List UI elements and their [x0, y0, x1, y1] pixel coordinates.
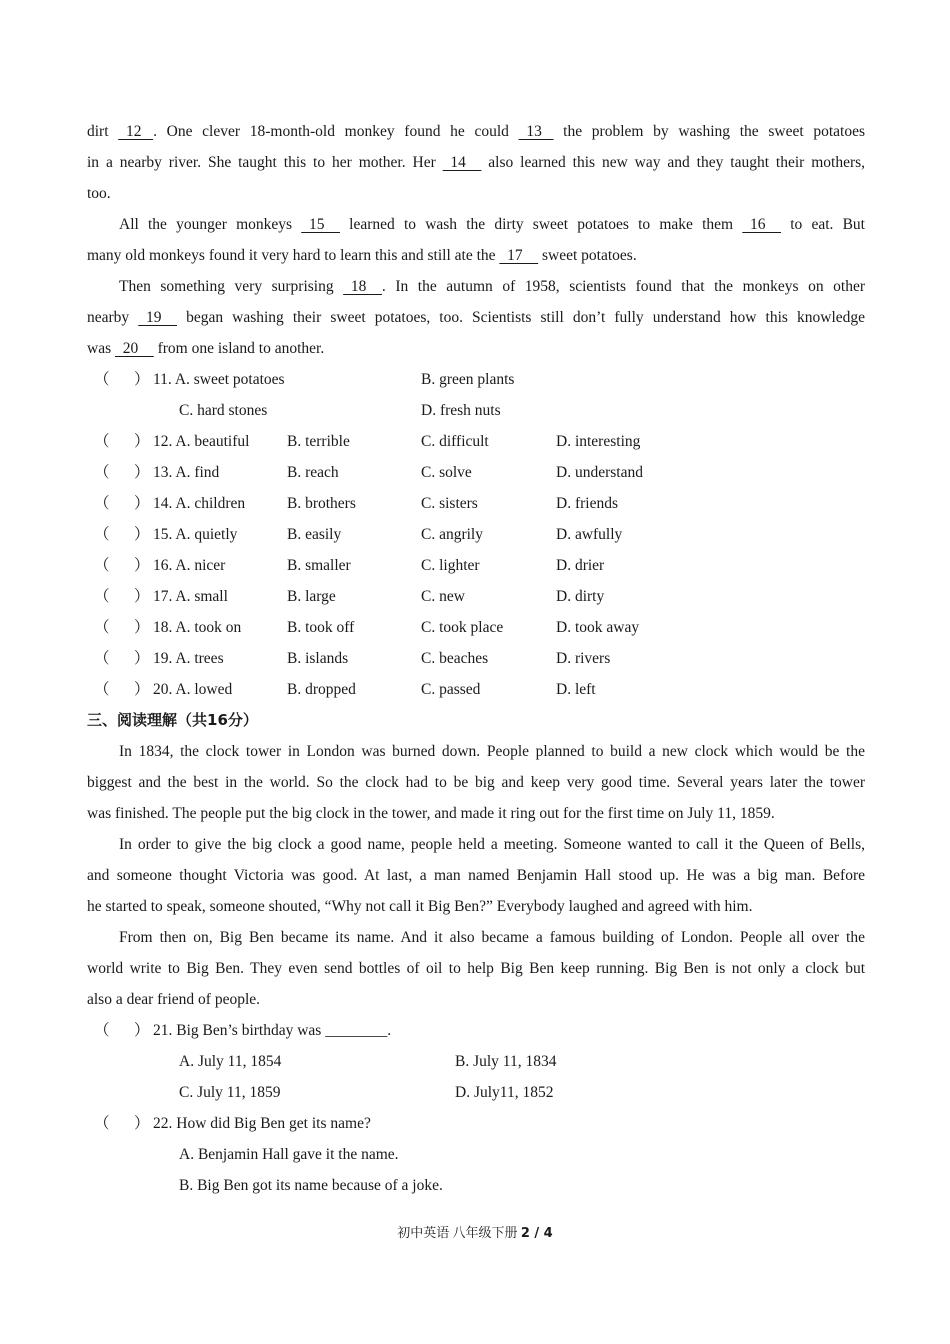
question-15: [87, 519, 865, 550]
answer-paren-open: （: [94, 619, 110, 636]
cloze-line: [87, 271, 865, 302]
reading-line: he started to speak, someone shouted, “Why not call it Big Ben?” Everybody laughed and agreed with him.: [87, 898, 753, 915]
answer-paren-open: （: [94, 371, 110, 388]
cloze-text: in a nearby river. She taught this to her mother. Her: [87, 154, 443, 171]
option-c: C. sisters: [421, 495, 478, 512]
answer-paren-close: ）: [134, 371, 150, 388]
footer-label: 初中英语 八年级下册: [397, 1225, 521, 1240]
question-19: [87, 643, 865, 674]
option-c: C. lighter: [421, 557, 480, 574]
question-stem: 20. A. lowed: [153, 681, 233, 698]
option-d: D. took away: [556, 619, 640, 636]
option-d: D. dirty: [556, 588, 605, 605]
answer-paren-open: （: [94, 495, 110, 512]
option-c: C. new: [421, 588, 465, 605]
cloze-line: [87, 209, 865, 240]
cloze-text: Then something very surprising: [119, 278, 344, 295]
option-b: B. green plants: [421, 371, 515, 388]
answer-paren-close: ）: [134, 557, 150, 574]
cloze-line: [87, 240, 865, 271]
cloze-text: also learned this new way and they taught their mothers,: [481, 154, 866, 171]
option-b: B. smaller: [287, 557, 351, 574]
question-12: [87, 426, 865, 457]
answer-paren-open: （: [94, 526, 110, 543]
question-stem: 12. A. beautiful: [153, 433, 250, 450]
option-c: C. passed: [421, 681, 481, 698]
question-14: [87, 488, 865, 519]
blank-18: 18: [343, 278, 382, 295]
reading-line: biggest and the best in the world. So the clock had to be big and keep very good time. Several years later the tower: [87, 774, 865, 791]
exam-page: [87, 116, 865, 1201]
option-c: C. beaches: [421, 650, 489, 667]
answer-paren-close: ）: [134, 619, 150, 636]
option-d: D. awfully: [556, 526, 623, 543]
option-d: D. left: [556, 681, 596, 698]
question-20: [87, 674, 865, 705]
question-stem: 16. A. nicer: [153, 557, 226, 574]
option-b: B. reach: [287, 464, 339, 481]
question-11: [87, 364, 865, 395]
question-stem: 21. Big Ben’s birthday was ________.: [153, 1022, 392, 1039]
reading-line: was finished. The people put the big clock in the tower, and made it ring out for the first time on July 11, 1859.: [87, 805, 775, 822]
answer-paren-open: （: [94, 681, 110, 698]
option-b: B. easily: [287, 526, 342, 543]
option-b: B. terrible: [287, 433, 350, 450]
option-c: C. hard stones: [179, 402, 268, 419]
question-17: [87, 581, 865, 612]
blank-17: 17: [499, 247, 539, 264]
question-22-option-b: [87, 1170, 865, 1201]
cloze-text: many old monkeys found it very hard to learn this and still ate the: [87, 247, 500, 264]
option-b: B. took off: [287, 619, 355, 636]
option-a: A. Benjamin Hall gave it the name.: [179, 1146, 399, 1163]
cloze-text: the problem by washing the sweet potatoes: [553, 123, 865, 140]
question-stem: 19. A. trees: [153, 650, 224, 667]
answer-paren-open: （: [94, 588, 110, 605]
question-stem: 15. A. quietly: [153, 526, 238, 543]
option-d: D. understand: [556, 464, 643, 481]
answer-paren-open: （: [94, 650, 110, 667]
option-d: D. drier: [556, 557, 605, 574]
blank-13: 13: [518, 123, 554, 140]
option-b: B. islands: [287, 650, 349, 667]
cloze-text: dirt: [87, 123, 119, 140]
question-18: [87, 612, 865, 643]
question-21-options: [87, 1046, 865, 1077]
page-footer: [0, 1222, 950, 1241]
answer-paren-close: ）: [134, 650, 150, 667]
option-d: D. friends: [556, 495, 618, 512]
question-16: [87, 550, 865, 581]
question-22-option-a: [87, 1139, 865, 1170]
option-c: C. angrily: [421, 526, 483, 543]
reading-line: In 1834, the clock tower in London was burned down. People planned to build a new clock which would be the: [119, 743, 865, 760]
cloze-line: [87, 116, 865, 147]
cloze-text: All the younger monkeys: [119, 216, 302, 233]
option-b: B. large: [287, 588, 336, 605]
blank-16: 16: [742, 216, 782, 233]
answer-paren-open: （: [94, 1115, 110, 1132]
answer-paren-close: ）: [134, 495, 150, 512]
option-d: D. interesting: [556, 433, 641, 450]
option-d: D. rivers: [556, 650, 611, 667]
cloze-text: began washing their sweet potatoes, too. Scientists still don’t fully understand how this knowledge: [177, 309, 866, 326]
cloze-text: from one island to another.: [153, 340, 325, 357]
question-stem: 11. A. sweet potatoes: [153, 371, 285, 388]
blank-19: 19: [138, 309, 177, 326]
cloze-text: too.: [87, 185, 111, 202]
question-11-options: [87, 395, 865, 426]
answer-paren-open: （: [94, 1022, 110, 1039]
section-heading: 三、阅读理解（共16分）: [87, 711, 258, 729]
cloze-text: was: [87, 340, 115, 357]
reading-line: From then on, Big Ben became its name. And it also became a famous building of London. People all over the: [119, 929, 865, 946]
page-number: 2 / 4: [520, 1226, 553, 1241]
blank-20: 20: [114, 340, 154, 357]
question-stem: 22. How did Big Ben get its name?: [153, 1115, 371, 1132]
cloze-text: nearby: [87, 309, 139, 326]
option-c: C. solve: [421, 464, 472, 481]
answer-paren-open: （: [94, 433, 110, 450]
option-c: C. difficult: [421, 433, 489, 450]
question-13: [87, 457, 865, 488]
cloze-line: [87, 178, 865, 209]
blank-15: 15: [301, 216, 340, 233]
blank-14: 14: [442, 154, 482, 171]
answer-paren-close: ）: [134, 1115, 150, 1132]
reading-line: and someone thought Victoria was good. At last, a man named Benjamin Hall stood up. He was a big man. Before: [87, 867, 865, 884]
question-21: [87, 1015, 865, 1046]
option-a: A. July 11, 1854: [179, 1053, 282, 1070]
cloze-text: sweet potatoes.: [538, 247, 637, 264]
question-stem: 14. A. children: [153, 495, 246, 512]
answer-paren-close: ）: [134, 464, 150, 481]
answer-paren-close: ）: [134, 526, 150, 543]
cloze-line: [87, 302, 865, 333]
reading-line: world write to Big Ben. They even send bottles of oil to help Big Ben keep running. Big Ben is not only a clock but: [87, 960, 865, 977]
cloze-text: . One clever 18-month-old monkey found he could: [153, 123, 519, 140]
answer-paren-close: ）: [134, 1022, 150, 1039]
answer-paren-open: （: [94, 557, 110, 574]
cloze-line: [87, 147, 865, 178]
option-b: B. Big Ben got its name because of a joke.: [179, 1177, 443, 1194]
option-c: C. July 11, 1859: [179, 1084, 281, 1101]
answer-paren-close: ）: [134, 588, 150, 605]
cloze-text: to eat. But: [781, 216, 865, 233]
option-b: B. brothers: [287, 495, 356, 512]
reading-line: also a dear friend of people.: [87, 991, 261, 1008]
option-c: C. took place: [421, 619, 504, 636]
answer-paren-open: （: [94, 464, 110, 481]
option-b: B. July 11, 1834: [455, 1053, 557, 1070]
answer-paren-close: ）: [134, 681, 150, 698]
question-stem: 17. A. small: [153, 588, 228, 605]
cloze-text: . In the autumn of 1958, scientists found that the monkeys on other: [381, 278, 865, 295]
blank-12: 12: [118, 123, 154, 140]
answer-paren-close: ）: [134, 433, 150, 450]
question-22: [87, 1108, 865, 1139]
question-stem: 18. A. took on: [153, 619, 242, 636]
question-stem: 13. A. find: [153, 464, 220, 481]
option-d: D. fresh nuts: [421, 402, 501, 419]
cloze-line: [87, 333, 865, 364]
reading-line: In order to give the big clock a good name, people held a meeting. Someone wanted to call it the Queen of Bells,: [119, 836, 865, 853]
cloze-text: learned to wash the dirty sweet potatoes to make them: [339, 216, 743, 233]
option-b: B. dropped: [287, 681, 356, 698]
question-21-options: [87, 1077, 865, 1108]
option-d: D. July11, 1852: [455, 1084, 554, 1101]
